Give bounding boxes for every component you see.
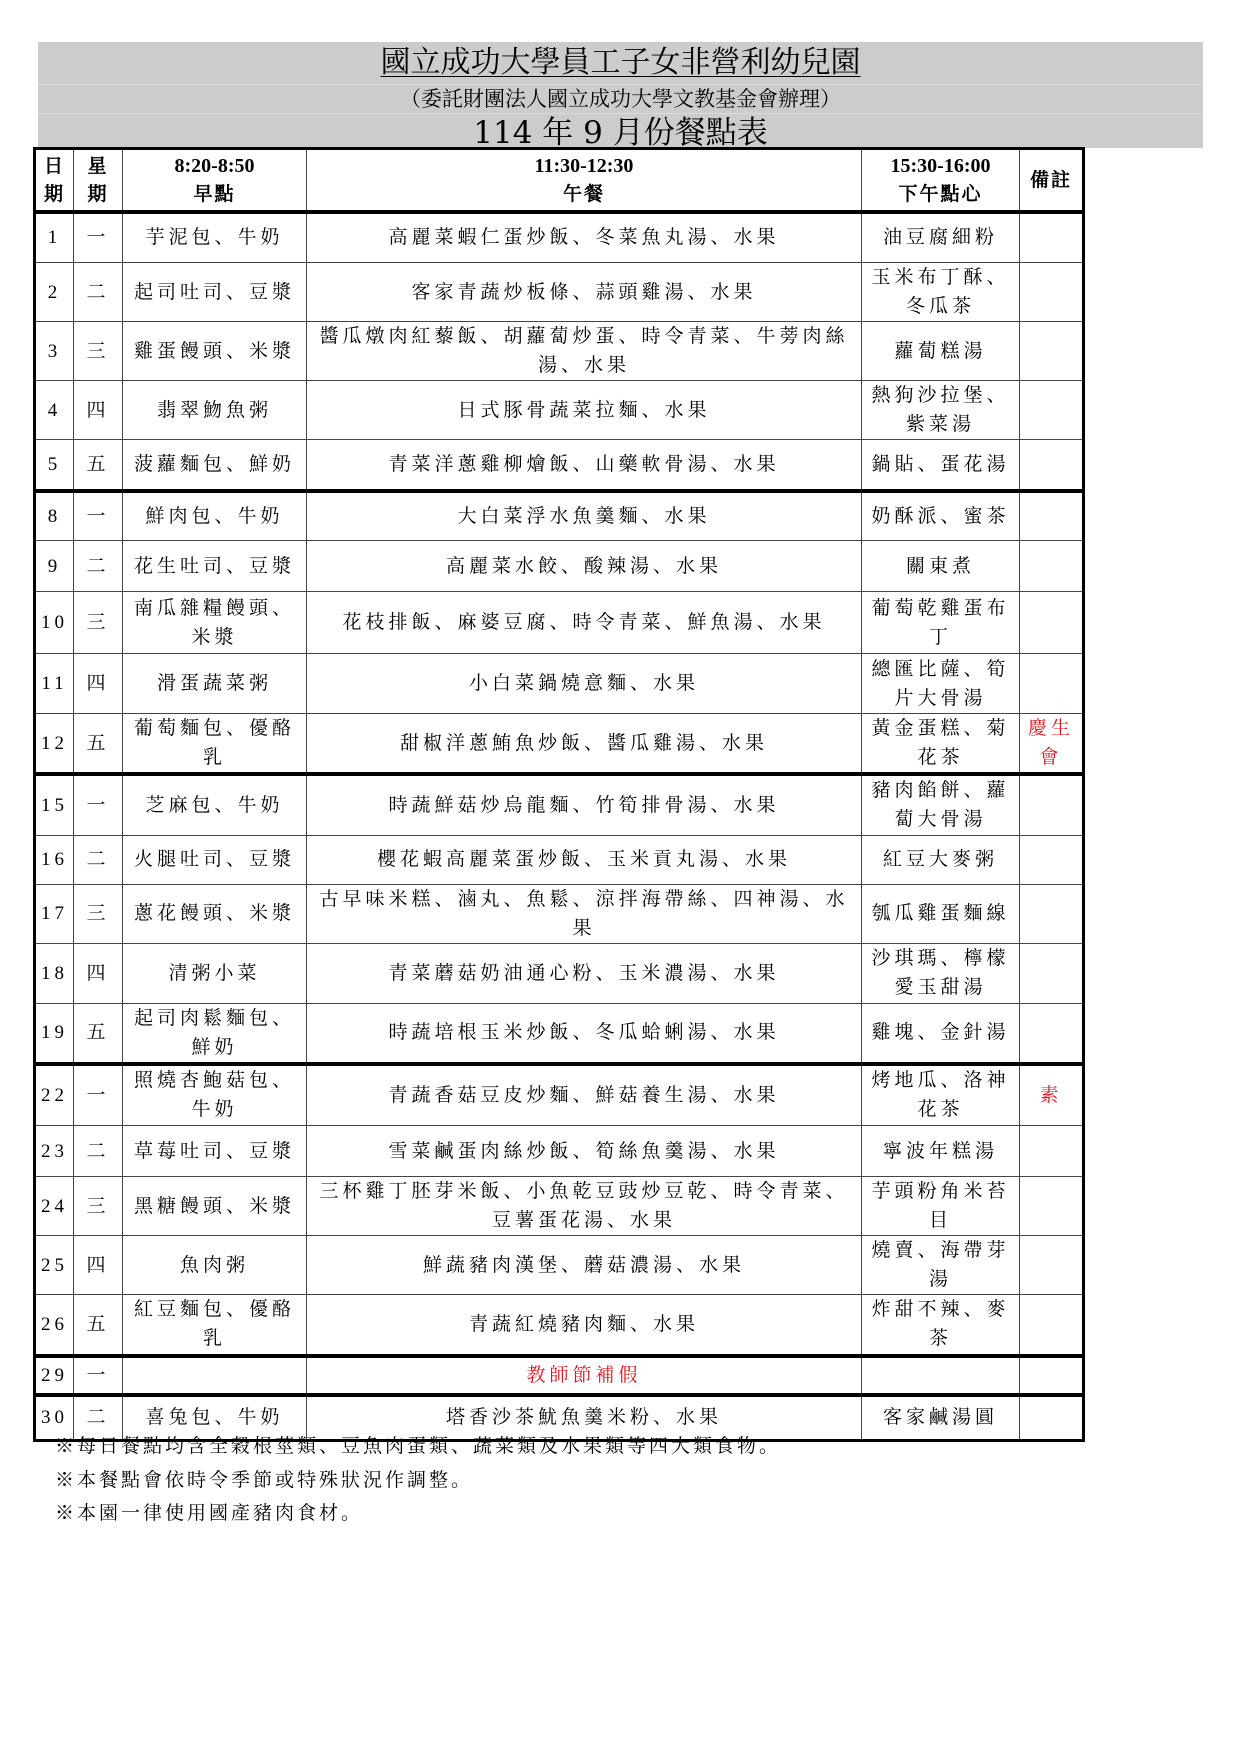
weekday-cell: 五 [74, 440, 123, 491]
date-cell: 5 [35, 440, 74, 491]
breakfast-cell: 南瓜雜糧饅頭、米漿 [123, 592, 307, 654]
col-header-date: 日 期 [35, 149, 74, 212]
lunch-cell: 醬瓜燉肉紅藜飯、胡蘿蔔炒蛋、時令青菜、牛蒡肉絲湯、水果 [307, 322, 862, 381]
operator-line: （委託財團法人國立成功大學文教基金會辦理） [38, 84, 1203, 113]
lunch-cell: 雪菜鹹蛋肉絲炒飯、筍絲魚羹湯、水果 [307, 1126, 862, 1177]
snack-cell: 豬肉餡餅、蘿蔔大骨湯 [862, 774, 1020, 835]
weekday-cell: 三 [74, 592, 123, 654]
snack-cell: 烤地瓜、洛神花茶 [862, 1064, 1020, 1126]
breakfast-cell: 鮮肉包、牛奶 [123, 491, 307, 541]
table-row [35, 1064, 1084, 1126]
note-cell [1020, 1126, 1084, 1177]
note-cell [1020, 835, 1084, 884]
note-cell [1020, 884, 1084, 943]
note-cell: 慶生會 [1020, 714, 1084, 775]
lunch-cell: 甜椒洋蔥鮪魚炒飯、醬瓜雞湯、水果 [307, 714, 862, 775]
weekday-cell: 四 [74, 1236, 123, 1295]
lunch-cell: 日式豚骨蔬菜拉麵、水果 [307, 381, 862, 440]
date-cell: 8 [35, 491, 74, 541]
table-row [35, 1295, 1084, 1356]
table-row [35, 491, 1084, 541]
note-cell [1020, 1356, 1084, 1395]
lunch-cell: 客家青蔬炒板條、蒜頭雞湯、水果 [307, 263, 862, 322]
weekday-cell: 三 [74, 1177, 123, 1236]
snack-cell: 紅豆大麥粥 [862, 835, 1020, 884]
lunch-cell: 高麗菜蝦仁蛋炒飯、冬菜魚丸湯、水果 [307, 212, 862, 263]
lunch-cell: 塔香沙茶魷魚羹米粉、水果 [307, 1395, 862, 1441]
date-cell: 18 [35, 943, 74, 1003]
snack-cell [862, 1356, 1020, 1395]
breakfast-cell: 起司肉鬆麵包、鮮奶 [123, 1003, 307, 1064]
weekday-cell: 四 [74, 943, 123, 1003]
lunch-cell: 時蔬鮮菇炒烏龍麵、竹筍排骨湯、水果 [307, 774, 862, 835]
note-cell [1020, 592, 1084, 654]
col-header-lunch: 11:30-12:30 午餐 [307, 149, 862, 212]
table-row [35, 322, 1084, 381]
weekday-cell: 五 [74, 714, 123, 775]
table-row [35, 835, 1084, 884]
lunch-cell: 花枝排飯、麻婆豆腐、時令青菜、鮮魚湯、水果 [307, 592, 862, 654]
lunch-cell: 小白菜鍋燒意麵、水果 [307, 654, 862, 714]
note-cell [1020, 1177, 1084, 1236]
lunch-cell: 青菜蘑菇奶油通心粉、玉米濃湯、水果 [307, 943, 862, 1003]
table-row [35, 592, 1084, 654]
date-cell: 26 [35, 1295, 74, 1356]
table-row [35, 1126, 1084, 1177]
weekday-cell: 一 [74, 212, 123, 263]
note-cell [1020, 381, 1084, 440]
breakfast-cell: 黑糖饅頭、米漿 [123, 1177, 307, 1236]
weekday-cell: 一 [74, 774, 123, 835]
snack-cell: 鍋貼、蛋花湯 [862, 440, 1020, 491]
note-cell: 素 [1020, 1064, 1084, 1126]
note-cell [1020, 943, 1084, 1003]
table-row [35, 541, 1084, 592]
breakfast-cell: 喜兔包、牛奶 [123, 1395, 307, 1441]
weekday-cell: 三 [74, 884, 123, 943]
table-row [35, 943, 1084, 1003]
weekday-cell: 五 [74, 1003, 123, 1064]
lunch-cell: 教師節補假 [307, 1356, 862, 1395]
header-row [35, 149, 1084, 212]
table-row [35, 1356, 1084, 1395]
lunch-cell: 高麗菜水餃、酸辣湯、水果 [307, 541, 862, 592]
lunch-cell: 時蔬培根玉米炒飯、冬瓜蛤蜊湯、水果 [307, 1003, 862, 1064]
footer-note: ※本餐點會依時令季節或特殊狀況作調整。 [55, 1468, 474, 1491]
snack-cell: 總匯比薩、筍片大骨湯 [862, 654, 1020, 714]
snack-cell: 玉米布丁酥、冬瓜茶 [862, 263, 1020, 322]
table-row [35, 440, 1084, 491]
weekday-cell: 二 [74, 263, 123, 322]
note-cell [1020, 774, 1084, 835]
date-cell: 11 [35, 654, 74, 714]
weekday-cell: 四 [74, 381, 123, 440]
snack-cell: 葡萄乾雞蛋布丁 [862, 592, 1020, 654]
weekday-cell: 一 [74, 1064, 123, 1126]
snack-cell: 油豆腐細粉 [862, 212, 1020, 263]
table-row [35, 1236, 1084, 1295]
table-row [35, 774, 1084, 835]
table-row [35, 263, 1084, 322]
date-cell: 3 [35, 322, 74, 381]
school-name-text: 國立成功大學員工子女非營利幼兒園 [380, 45, 861, 80]
lunch-cell: 古早味米糕、滷丸、魚鬆、涼拌海帶絲、四神湯、水果 [307, 884, 862, 943]
snack-cell: 熱狗沙拉堡、紫菜湯 [862, 381, 1020, 440]
weekday-cell: 一 [74, 1356, 123, 1395]
table-row [35, 381, 1084, 440]
breakfast-cell: 火腿吐司、豆漿 [123, 835, 307, 884]
table-row [35, 714, 1084, 775]
breakfast-cell: 葡萄麵包、優酪乳 [123, 714, 307, 775]
lunch-cell: 櫻花蝦高麗菜蛋炒飯、玉米貢丸湯、水果 [307, 835, 862, 884]
note-cell [1020, 491, 1084, 541]
meal-table [33, 147, 1085, 1442]
snack-cell: 蘿蔔糕湯 [862, 322, 1020, 381]
breakfast-cell: 魚肉粥 [123, 1236, 307, 1295]
date-cell: 24 [35, 1177, 74, 1236]
date-cell: 22 [35, 1064, 74, 1126]
lunch-cell: 鮮蔬豬肉漢堡、蘑菇濃湯、水果 [307, 1236, 862, 1295]
col-header-snack: 15:30-16:00 下午點心 [862, 149, 1020, 212]
note-cell [1020, 1295, 1084, 1356]
title-block [38, 42, 1203, 151]
breakfast-cell: 芝麻包、牛奶 [123, 774, 307, 835]
snack-cell: 瓠瓜雞蛋麵線 [862, 884, 1020, 943]
date-cell: 9 [35, 541, 74, 592]
breakfast-cell: 起司吐司、豆漿 [123, 263, 307, 322]
snack-cell: 芋頭粉角米苔目 [862, 1177, 1020, 1236]
breakfast-cell: 清粥小菜 [123, 943, 307, 1003]
note-cell [1020, 1236, 1084, 1295]
snack-cell: 沙琪瑪、檸檬愛玉甜湯 [862, 943, 1020, 1003]
footer-note: ※本園一律使用國產豬肉食材。 [55, 1502, 364, 1524]
note-cell [1020, 263, 1084, 322]
lunch-cell: 青蔬紅燒豬肉麵、水果 [307, 1295, 862, 1356]
breakfast-cell: 滑蛋蔬菜粥 [123, 654, 307, 714]
breakfast-cell: 紅豆麵包、優酪乳 [123, 1295, 307, 1356]
date-cell: 16 [35, 835, 74, 884]
breakfast-cell: 花生吐司、豆漿 [123, 541, 307, 592]
date-cell: 1 [35, 212, 74, 263]
footer-notes [55, 1430, 781, 1531]
snack-cell: 客家鹹湯圓 [862, 1395, 1020, 1441]
date-cell: 19 [35, 1003, 74, 1064]
date-cell: 17 [35, 884, 74, 943]
date-cell: 23 [35, 1126, 74, 1177]
col-header-breakfast: 8:20-8:50 早點 [123, 149, 307, 212]
snack-cell: 奶酥派、蜜茶 [862, 491, 1020, 541]
table-row [35, 1003, 1084, 1064]
date-cell: 4 [35, 381, 74, 440]
breakfast-cell [123, 1356, 307, 1395]
breakfast-cell: 菠蘿麵包、鮮奶 [123, 440, 307, 491]
note-cell [1020, 322, 1084, 381]
weekday-cell: 二 [74, 1126, 123, 1177]
weekday-cell: 二 [74, 1395, 123, 1441]
school-name [38, 42, 1203, 84]
date-cell: 2 [35, 263, 74, 322]
date-cell: 15 [35, 774, 74, 835]
note-cell [1020, 654, 1084, 714]
date-cell: 29 [35, 1356, 74, 1395]
col-header-note: 備註 [1020, 149, 1084, 212]
lunch-cell: 青菜洋蔥雞柳燴飯、山藥軟骨湯、水果 [307, 440, 862, 491]
table-row [35, 212, 1084, 263]
breakfast-cell: 翡翠魩魚粥 [123, 381, 307, 440]
breakfast-cell: 照燒杏鮑菇包、牛奶 [123, 1064, 307, 1126]
date-cell: 12 [35, 714, 74, 775]
note-cell [1020, 212, 1084, 263]
breakfast-cell: 蔥花饅頭、米漿 [123, 884, 307, 943]
menu-title: 114 年 9 月份餐點表 [38, 113, 1203, 152]
note-cell [1020, 440, 1084, 491]
date-cell: 25 [35, 1236, 74, 1295]
col-header-weekday: 星 期 [74, 149, 123, 212]
date-cell: 10 [35, 592, 74, 654]
snack-cell: 寧波年糕湯 [862, 1126, 1020, 1177]
snack-cell: 黃金蛋糕、菊花茶 [862, 714, 1020, 775]
note-cell [1020, 1003, 1084, 1064]
snack-cell: 雞塊、金針湯 [862, 1003, 1020, 1064]
note-cell [1020, 1395, 1084, 1441]
weekday-cell: 三 [74, 322, 123, 381]
weekday-cell: 二 [74, 835, 123, 884]
weekday-cell: 四 [74, 654, 123, 714]
lunch-cell: 青蔬香菇豆皮炒麵、鮮菇養生湯、水果 [307, 1064, 862, 1126]
lunch-cell: 三杯雞丁胚芽米飯、小魚乾豆豉炒豆乾、時令青菜、豆薯蛋花湯、水果 [307, 1177, 862, 1236]
snack-cell: 炸甜不辣、麥茶 [862, 1295, 1020, 1356]
breakfast-cell: 芋泥包、牛奶 [123, 212, 307, 263]
note-cell [1020, 541, 1084, 592]
snack-cell: 燒賣、海帶芽湯 [862, 1236, 1020, 1295]
date-cell: 30 [35, 1395, 74, 1441]
weekday-cell: 二 [74, 541, 123, 592]
weekday-cell: 一 [74, 491, 123, 541]
table-row [35, 1177, 1084, 1236]
table-row [35, 654, 1084, 714]
footer-note: ※每日餐點均含全穀根莖類、豆魚肉蛋類、蔬菜類及水果類等四大類食物。 [55, 1435, 782, 1457]
table-row [35, 884, 1084, 943]
snack-cell: 關東煮 [862, 541, 1020, 592]
breakfast-cell: 草莓吐司、豆漿 [123, 1126, 307, 1177]
weekday-cell: 五 [74, 1295, 123, 1356]
lunch-cell: 大白菜浮水魚羹麵、水果 [307, 491, 862, 541]
breakfast-cell: 雞蛋饅頭、米漿 [123, 322, 307, 381]
